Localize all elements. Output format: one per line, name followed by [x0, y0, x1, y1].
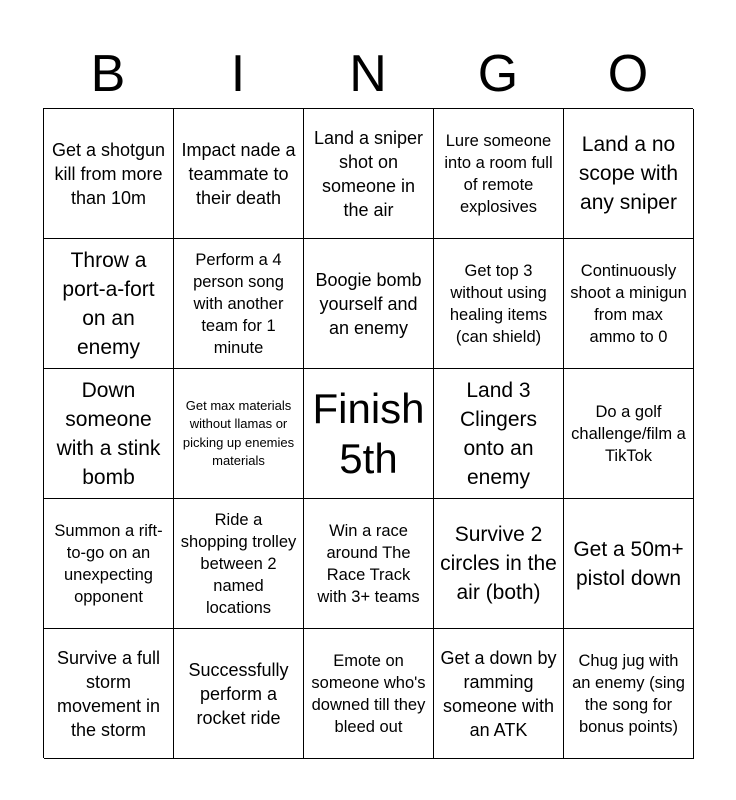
bingo-cell[interactable]	[304, 629, 434, 759]
cell-text: Chug jug with an enemy (sing the song for bonus points)	[572, 651, 685, 736]
cell-text: Do a golf challenge/film a TikTok	[571, 402, 686, 465]
bingo-cell[interactable]	[434, 109, 564, 239]
cell-text: Survive 2 circles in the air (both)	[440, 523, 557, 604]
bingo-cell[interactable]	[44, 109, 174, 239]
bingo-grid	[43, 108, 693, 758]
bingo-cell[interactable]	[434, 499, 564, 629]
bingo-cell[interactable]	[304, 499, 434, 629]
header-letter-n: N	[349, 45, 387, 103]
bingo-header	[43, 40, 693, 108]
cell-text: Perform a 4 person song with another team for 1 minute	[193, 250, 284, 357]
bingo-cell[interactable]	[44, 629, 174, 759]
cell-text: Emote on someone who's downed till they bleed out	[311, 651, 426, 736]
bingo-cell[interactable]	[174, 239, 304, 369]
cell-text: Land 3 Clingers onto an enemy	[459, 378, 538, 489]
cell-text: Get top 3 without using healing items (can shield)	[449, 261, 548, 346]
bingo-cell[interactable]	[304, 239, 434, 369]
bingo-cell[interactable]	[434, 239, 564, 369]
bingo-cell[interactable]	[564, 239, 694, 369]
cell-text: Win a race around The Race Track with 3+ teams	[317, 521, 420, 606]
bingo-cell[interactable]	[564, 499, 694, 629]
bingo-cell[interactable]	[44, 369, 174, 499]
header-letter-g: G	[477, 45, 519, 103]
cell-text: Get max materials without llamas or picking up enemies materials	[182, 397, 295, 468]
cell-text: Land a sniper shot on someone in the air	[313, 127, 424, 220]
cell-text: Continuously shoot a minigun from max ammo to 0	[570, 261, 687, 346]
cell-text: Get a shotgun kill from more than 10m	[51, 139, 166, 208]
cell-text: Finish 5th	[312, 384, 425, 482]
cell-text: Get a down by ramming someone with an ATK	[440, 647, 557, 740]
cell-text: Impact nade a teammate to their death	[181, 139, 296, 208]
header-letter-i: I	[230, 45, 246, 103]
cell-text: Boogie bomb yourself and an enemy	[315, 269, 422, 338]
cell-text: Land a no scope with any sniper	[578, 133, 679, 214]
bingo-cell[interactable]	[564, 109, 694, 239]
cell-text: Down someone with a stink bomb	[56, 378, 161, 489]
bingo-cell[interactable]	[564, 629, 694, 759]
header-letter-o: O	[607, 45, 649, 103]
bingo-cell[interactable]	[434, 369, 564, 499]
cell-text: Throw a port-a-fort on an enemy	[62, 248, 155, 359]
bingo-cell[interactable]	[174, 369, 304, 499]
header-letter-b: B	[90, 45, 126, 103]
bingo-cell[interactable]	[434, 629, 564, 759]
bingo-cell[interactable]	[304, 109, 434, 239]
cell-text: Lure someone into a room full of remote explosives	[444, 131, 553, 216]
cell-text: Survive a full storm movement in the storm	[56, 647, 161, 740]
cell-text: Successfully perform a rocket ride	[188, 659, 289, 728]
cell-text: Get a 50m+ pistol down	[573, 537, 684, 590]
bingo-cell[interactable]	[44, 239, 174, 369]
bingo-cell[interactable]	[564, 369, 694, 499]
bingo-cell[interactable]	[44, 499, 174, 629]
bingo-cell[interactable]	[174, 629, 304, 759]
cell-text: Summon a rift-to-go on an unexpecting opponent	[54, 521, 163, 606]
free-space-cell[interactable]	[304, 369, 434, 499]
cell-text: Ride a shopping trolley between 2 named locations	[180, 510, 297, 617]
bingo-cell[interactable]	[174, 499, 304, 629]
bingo-cell[interactable]	[174, 109, 304, 239]
